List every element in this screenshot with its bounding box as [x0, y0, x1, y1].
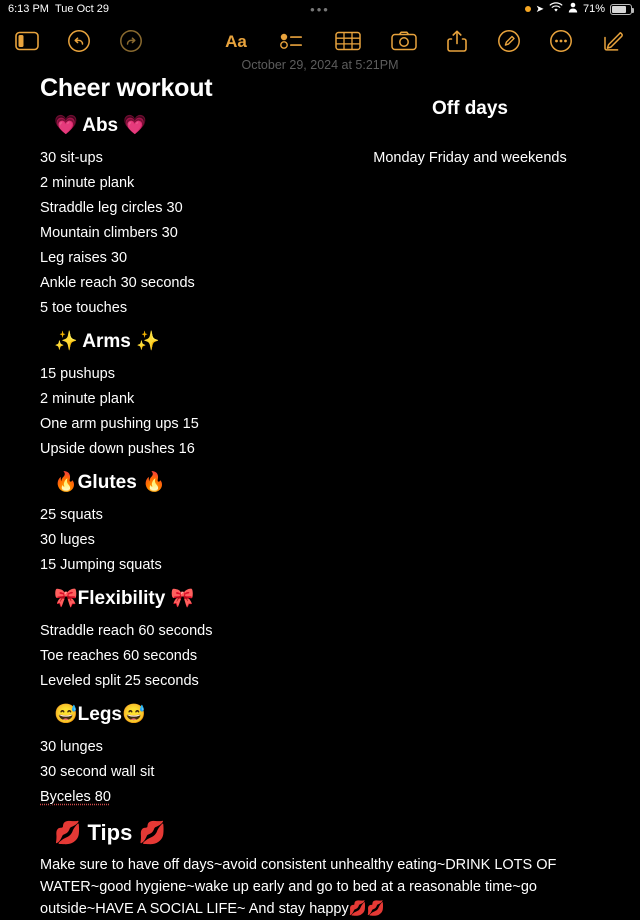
list-item: 25 squats — [40, 507, 103, 523]
table-icon[interactable] — [335, 28, 361, 54]
list-item: Straddle leg circles 30 — [40, 200, 183, 216]
list-item: Leg raises 30 — [40, 250, 128, 266]
toolbar-center-group — [223, 28, 417, 54]
section-heading-abs: 💗 Abs 💗 — [54, 115, 148, 136]
list-item: 30 sit-ups — [40, 150, 103, 166]
status-center-dots: ••• — [310, 1, 330, 17]
person-icon — [568, 2, 578, 16]
status-left-group — [8, 3, 109, 15]
section-heading-tips: 💋 Tips 💋 — [54, 820, 166, 845]
undo-icon[interactable] — [66, 28, 92, 54]
section-heading-arms: ✨ Arms ✨ — [54, 331, 160, 352]
toolbar-right-group — [444, 28, 626, 54]
list-item: 30 second wall sit — [40, 764, 155, 780]
compose-new-note-icon[interactable] — [600, 28, 626, 54]
section-heading-legs: 😅Legs😅 — [54, 704, 146, 725]
section-heading-flexibility: 🎀Flexibility 🎀 — [54, 588, 195, 609]
redo-icon[interactable] — [118, 28, 144, 54]
list-item: Leveled split 25 seconds — [40, 673, 199, 689]
list-item: Ankle reach 30 seconds — [40, 275, 195, 291]
list-item: Toe reaches 60 seconds — [40, 648, 198, 664]
list-item: 5 toe touches — [40, 300, 128, 316]
list-item: One arm pushing ups 15 — [40, 416, 199, 432]
camera-icon[interactable] — [391, 28, 417, 54]
location-arrow-icon: ➤ — [535, 3, 544, 15]
section-heading-glutes: 🔥Glutes 🔥 — [54, 472, 166, 493]
status-right-group — [525, 2, 632, 16]
tips-paragraph: Make sure to have off days~avoid consistent unhealthy eating~DRINK LOTS OF WATER~good hygiene~wake up early and go to bed at a reasonable time~go outside~HAVE A SOCIAL LIFE~ And stay happy💋💋 — [40, 857, 557, 917]
list-item: Mountain climbers 30 — [40, 225, 178, 241]
battery-percent-label: 71% — [582, 3, 605, 15]
status-bar — [0, 0, 640, 18]
note-date: October 29, 2024 at 5:21PM — [241, 58, 399, 72]
list-item: 15 pushups — [40, 366, 115, 382]
checklist-icon[interactable] — [279, 28, 305, 54]
note-document[interactable] — [0, 58, 640, 920]
markup-pen-icon[interactable] — [496, 28, 522, 54]
sidebar-toggle-icon[interactable] — [14, 28, 40, 54]
status-date: Tue Oct 29 — [54, 3, 109, 15]
list-item: 15 Jumping squats — [40, 557, 162, 573]
list-item: Upside down pushes 16 — [40, 441, 195, 457]
list-item: 30 luges — [40, 532, 95, 548]
wifi-icon — [549, 2, 563, 16]
off-days-body: Monday Friday and weekends — [373, 150, 567, 166]
microphone-indicator-icon — [525, 6, 531, 12]
battery-icon — [610, 4, 632, 15]
note-title: Cheer workout — [40, 74, 213, 102]
off-days-title: Off days — [431, 98, 509, 119]
list-item: Straddle reach 60 seconds — [40, 623, 213, 639]
off-days-column — [330, 98, 610, 166]
list-item: 2 minute plank — [40, 175, 135, 191]
list-item: Byceles 80 — [40, 789, 111, 805]
more-ellipsis-icon[interactable] — [548, 28, 574, 54]
status-time: 6:13 PM — [8, 3, 49, 15]
toolbar-left-group — [14, 28, 144, 54]
share-icon[interactable] — [444, 28, 470, 54]
list-item: 2 minute plank — [40, 391, 135, 407]
text-format-label: Aa — [225, 31, 247, 51]
list-item: 30 lunges — [40, 739, 103, 755]
text-format-button[interactable] — [223, 28, 249, 54]
